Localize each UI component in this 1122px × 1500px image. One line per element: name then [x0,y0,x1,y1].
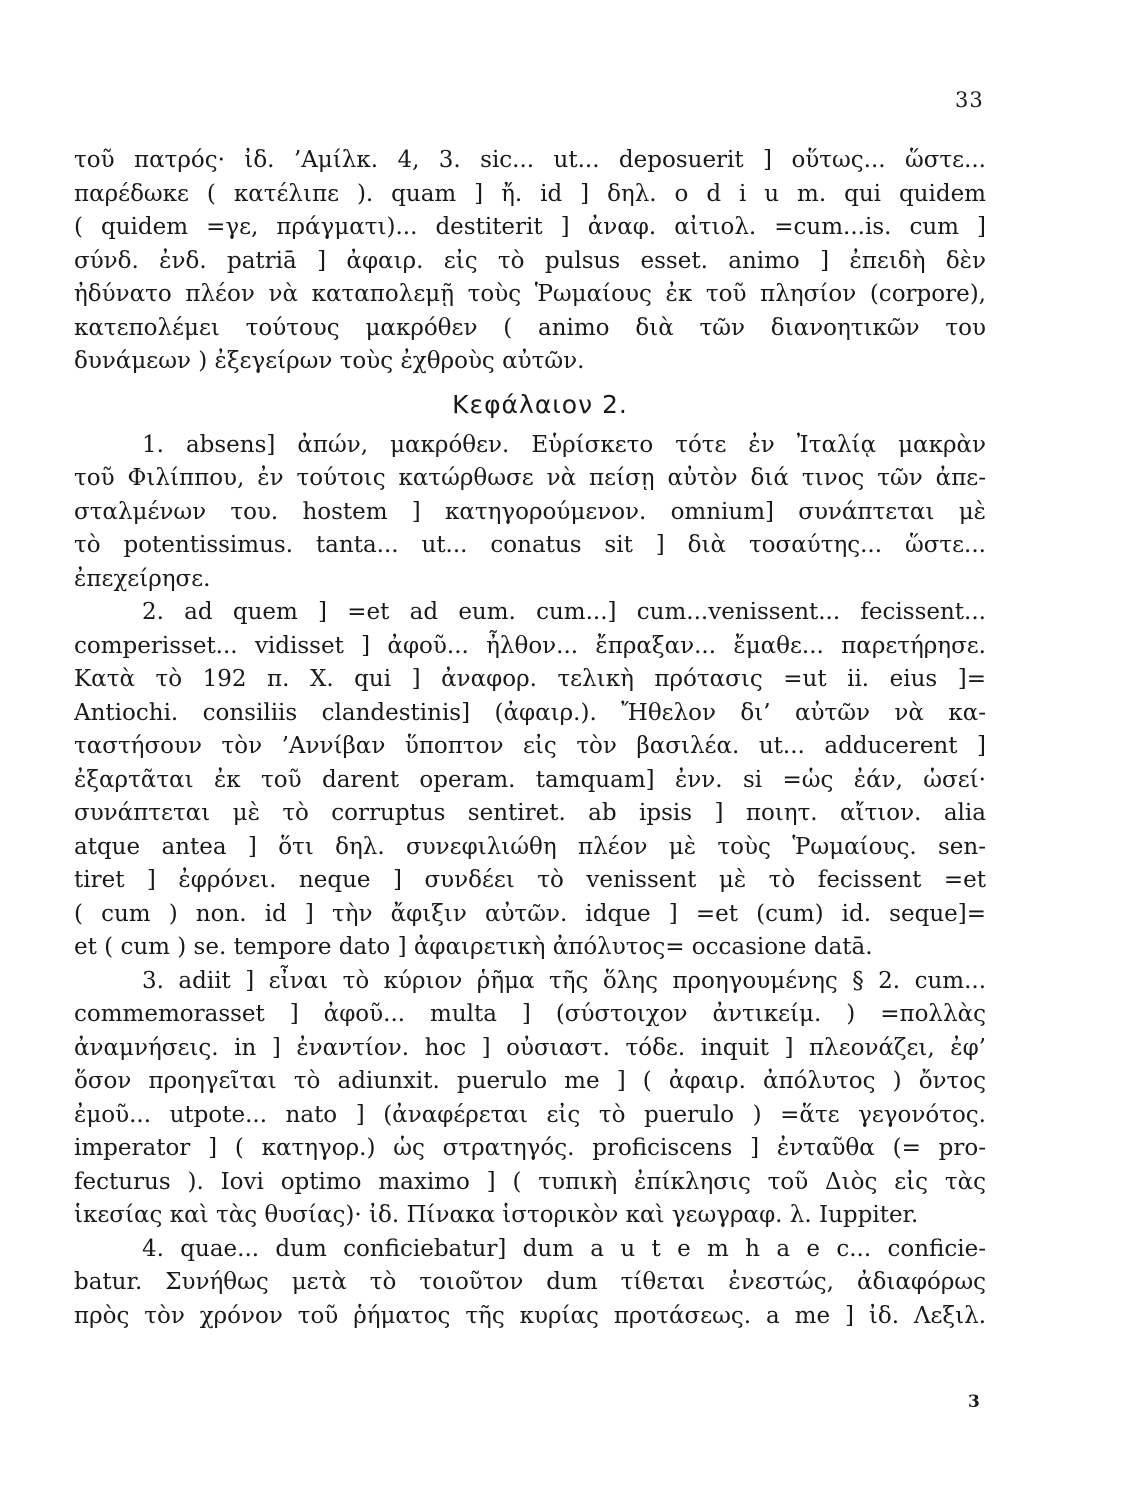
text-line: τὸ potentissimus. tanta... ut... conatus sit ] διὰ τοσαύτης... ὥστε... [74,532,986,558]
text-line: ἐμοῦ... utpote... nato ] (ἀναφέρεται εἰς τὸ puerulo ) =ἅτε γεγονότος. [74,1101,986,1128]
text-line: 2. ad quem ] =et ad eum. cum...] cum...venissent... fecissent... [142,599,986,625]
text-line: δυνάμεων ) ἐξεγείρων τοὺς ἐχθροὺς αὐτῶν. [74,348,585,374]
page-number: 33 [955,88,984,112]
text-line: comperisset... vidisset ] ἀφοῦ... ἦλθον... ἔπραξαν... ἔμαθε... παρετήρησε. [74,632,986,659]
chapter-heading: Κεφάλαιον 2. [452,389,628,419]
text-line: fecturus ). Iovi optimo maximo ] ( τυπικὴ ἐπίκλησις τοῦ Διὸς εἰς τὰς [74,1168,986,1195]
text-line: κατεπολέμει τούτους μακρόθεν ( animo διὰ τῶν διανοητικῶν του [74,314,986,341]
signature-mark: 3 [968,1392,980,1412]
text-line: batur. Συνήθως μετὰ τὸ τοιοῦτον dum τίθεται ἐνεστώς, ἀδιαφόρως [74,1269,986,1295]
text-line: atque antea ] ὅτι δηλ. συνεφιλιώθη πλέον μὲ τοὺς Ῥωμαίους. sen- [74,833,986,860]
text-line: ( quidem =γε, πράγματι)... destiterit ] ἀναφ. αἰτιολ. =cum...is. cum ] [74,214,986,240]
text-line: ταστήσουν τὸν ’Αννίβαν ὕποπτον εἰς τὸν βασιλέα. ut... adducerent ] [74,733,986,759]
text-line: συνάπτεται μὲ τὸ corruptus sentiret. ab ipsis ] ποιητ. αἴτιον. alia [74,800,986,826]
text-line: et ( cum ) se. tempore dato ] ἀφαιρετικὴ ἀπόλυτος= occasione datā. [74,934,873,960]
text-line: commemorasset ] ἀφοῦ... multa ] (σύστοιχον ἀντικείμ. ) =πολλὰς [74,1001,986,1027]
text-line: ἀναμνήσεις. in ] ἐναντίον. hoc ] οὐσιαστ. τόδε. inquit ] πλεονάζει, ἐφ’ [74,1034,986,1061]
text-line: tiret ] ἐφρόνει. neque ] συνδέει τὸ venissent μὲ τὸ fecissent =et [74,867,986,893]
text-line: Κατὰ τὸ 192 π. Χ. qui ] ἀναφορ. τελικὴ πρότασις =ut ii. eius ]= [74,666,986,692]
text-line: ἐπεχείρησε. [74,565,211,592]
text-line: πρὸς τὸν χρόνον τοῦ ῥήματος τῆς κυρίας προτάσεως. a me ] ἰδ. Λεξιλ. [74,1302,986,1329]
text-line: ἱκεσίας καὶ τὰς θυσίας)· ἰδ. Πίνακα ἱστορικὸν καὶ γεωγραφ. λ. Iuppiter. [74,1202,919,1228]
section-4 [74,1233,986,1334]
text-line: σταλμένων του. hostem ] κατηγορούμενον. omnium] συνάπτεται μὲ [74,498,986,525]
section-1 [74,429,986,597]
paragraph [74,144,986,379]
text-line: τοῦ Φιλίππου, ἐν τούτοις κατώρθωσε νὰ πείσῃ αὐτὸν διά τινος τῶν ἀπε- [74,465,986,491]
text-line: 1. absens] ἀπών, μακρόθεν. Εὑρίσκετο τότε ἐν Ἰταλίᾳ μακρὰν [142,431,986,458]
text-line: τοῦ πατρός· ἰδ. ’Αμίλκ. 4, 3. sic... ut... deposuerit ] οὕτως... ὥστε... [74,147,986,173]
text-line: παρέδωκε ( κατέλιπε ). quam ] ἤ. id ] δηλ. o d i u m. qui quidem [74,180,986,207]
text-line: 3. adiit ] εἶναι τὸ κύριον ῥῆμα τῆς ὅλης προηγουμένης § 2. cum... [142,967,986,994]
section-2 [74,596,986,965]
section-3 [74,965,986,1233]
text-line: ἐξαρτᾶται ἐκ τοῦ darent operam. tamquam] ἐνν. si =ὡς ἐάν, ὡσεί· [74,766,986,793]
text-line: ἠδύνατο πλέον νὰ καταπολεμῇ τοὺς Ῥωμαίους ἐκ τοῦ πλησίον (corpore), [74,281,986,307]
text-line: imperator ] ( κατηγορ.) ὡς στρατηγός. proficiscens ] ἐνταῦθα (= pro- [74,1135,986,1161]
text-line: σύνδ. ἐνδ. patriā ] ἀφαιρ. εἰς τὸ pulsus esset. animo ] ἐπειδὴ δὲν [74,247,986,274]
text-line: 4. quae... dum conficiebatur] dum a u t e m h a e c... conficie- [142,1235,986,1262]
text-line: Antiochi. consiliis clandestinis] (ἀφαιρ.). Ἤθελον δι’ αὐτῶν νὰ κα- [74,699,986,726]
body-text [74,144,986,1333]
text-line: ὅσον προηγεῖται τὸ adiunxit. puerulo me ] ( ἀφαιρ. ἀπόλυτος ) ὄντος [74,1068,986,1094]
text-line: ( cum ) non. id ] τὴν ἄφιξιν αὐτῶν. idque ] =et (cum) id. seque]= [74,900,986,927]
